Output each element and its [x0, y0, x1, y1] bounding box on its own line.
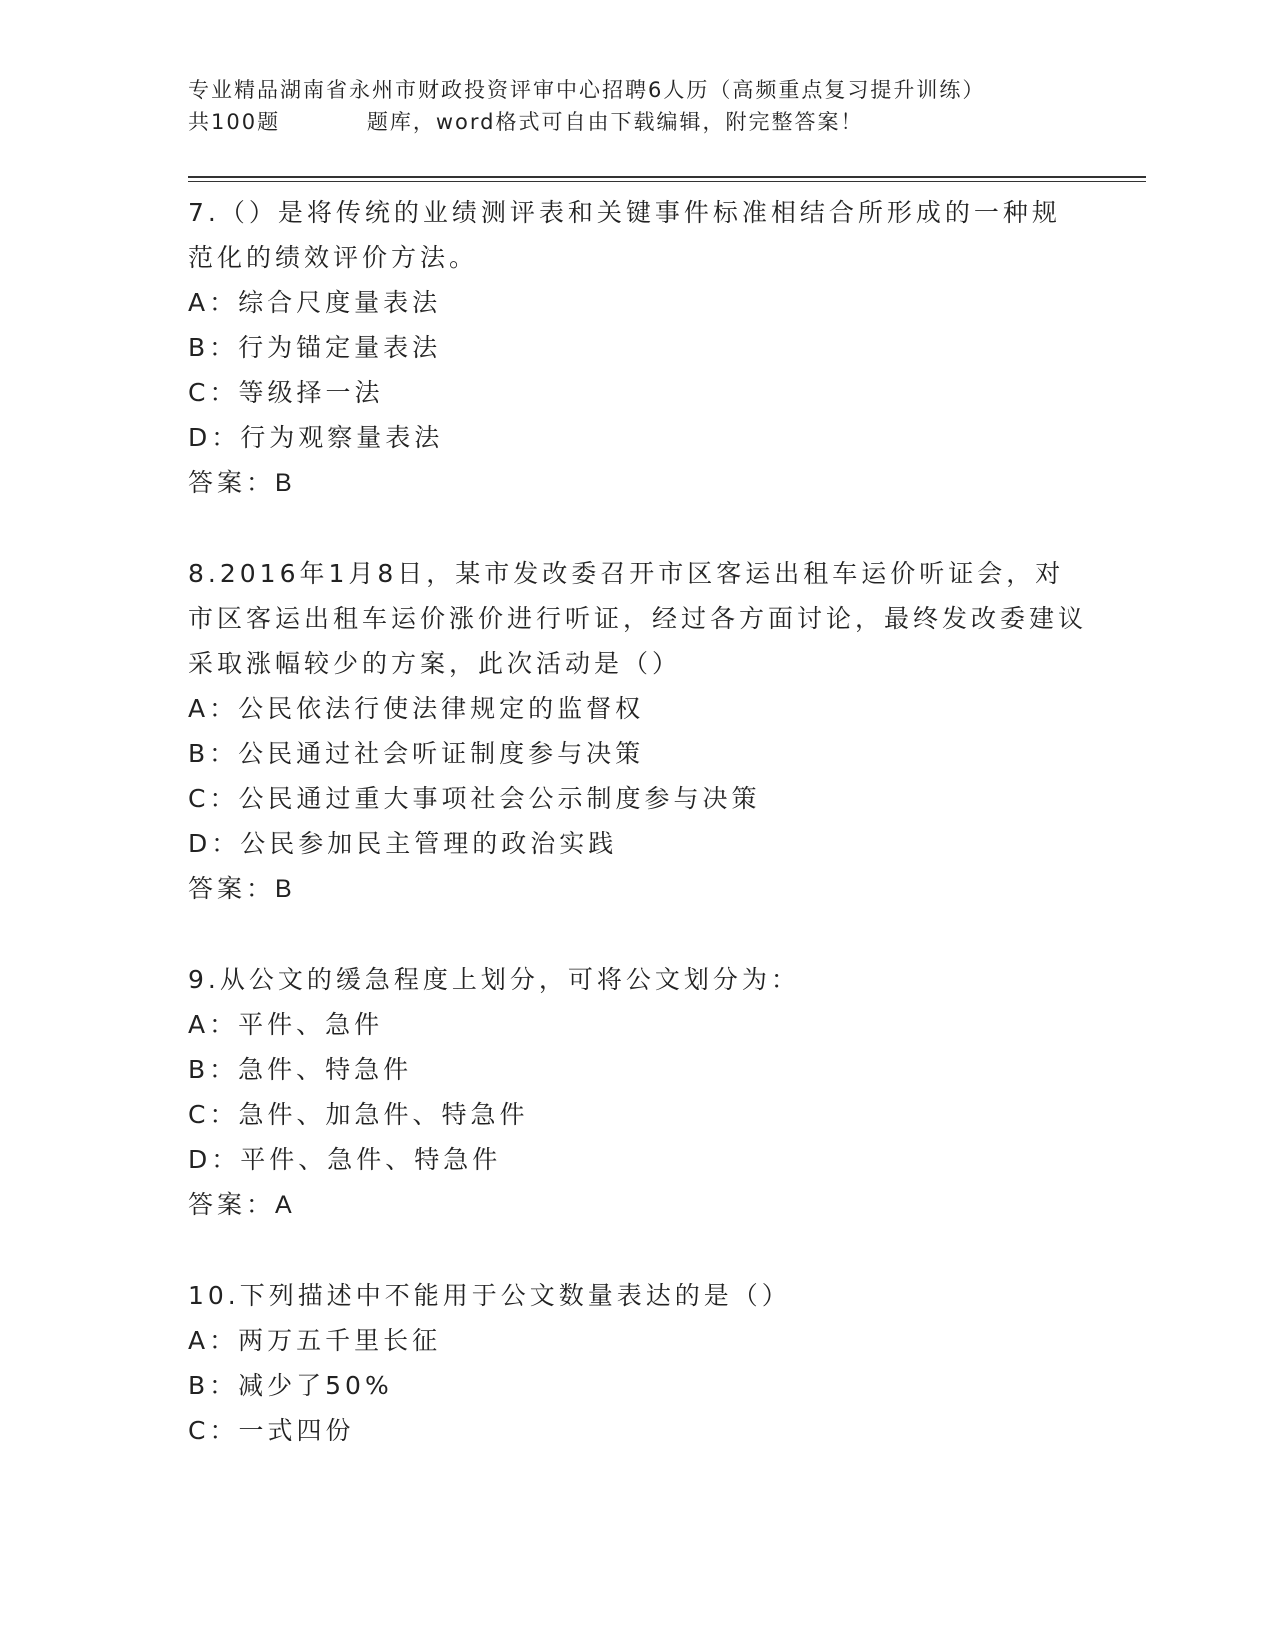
answer-value: B: [275, 469, 292, 497]
question-9: [188, 957, 1088, 1228]
option-d: D：公民参加民主管理的政治实践: [188, 829, 618, 858]
option-a: A：综合尺度量表法: [188, 288, 442, 317]
option-d: D：平件、急件、特急件: [188, 1145, 502, 1174]
option-a: A：两万五千里长征: [188, 1326, 442, 1355]
question-list: [188, 190, 1088, 1453]
question-text: 10.下列描述中不能用于公文数量表达的是（）: [188, 1281, 791, 1310]
option-b: B：急件、特急件: [188, 1055, 413, 1084]
header-divider-thick: [188, 176, 1146, 178]
question-text: 7.（）是将传统的业绩测评表和关键事件标准相结合所形成的一种规范化的绩效评价方法。: [188, 198, 1061, 272]
answer-line: [188, 1182, 1088, 1228]
spacer: [188, 1228, 1088, 1273]
question-text: 8.2016年1月8日，某市发改委召开市区客运出租车运价听证会，对市区客运出租车运价涨价进行听证，经过各方面讨论，最终发改委建议采取涨幅较少的方案，此次活动是（）: [188, 559, 1088, 678]
answer-value: B: [275, 875, 292, 903]
answer-label: 答案：: [188, 468, 276, 497]
option-a: A：平件、急件: [188, 1010, 384, 1039]
option-a: A：公民依法行使法律规定的监督权: [188, 694, 645, 723]
option-d: D：行为观察量表法: [188, 423, 444, 452]
document-header: [188, 74, 1068, 138]
option-c: C：急件、加急件、特急件: [188, 1100, 529, 1129]
header-note: 题库，word格式可自由下载编辑，附完整答案！: [366, 110, 864, 134]
option-c: C：等级择一法: [188, 378, 384, 407]
option-c: C：公民通过重大事项社会公示制度参与决策: [188, 784, 761, 813]
spacer: [188, 506, 1088, 551]
header-count: 共100题: [188, 110, 281, 134]
option-c: C：一式四份: [188, 1416, 355, 1445]
question-10: [188, 1273, 1088, 1453]
answer-line: [188, 460, 1088, 506]
header-title: 专业精品湖南省永州市财政投资评审中心招聘6人历（高频重点复习提升训练）: [188, 78, 986, 102]
question-7: [188, 190, 1088, 506]
answer-line: [188, 866, 1088, 912]
option-b: B：行为锚定量表法: [188, 333, 442, 362]
header-subtitle: [188, 106, 1068, 138]
question-8: [188, 551, 1088, 912]
option-b: B：减少了50%: [188, 1371, 393, 1400]
answer-value: A: [275, 1191, 292, 1219]
header-divider-thin: [188, 181, 1146, 182]
spacer: [188, 912, 1088, 957]
question-text: 9.从公文的缓急程度上划分，可将公文划分为：: [188, 965, 800, 994]
option-b: B：公民通过社会听证制度参与决策: [188, 739, 645, 768]
answer-label: 答案：: [188, 1190, 276, 1219]
answer-label: 答案：: [188, 874, 276, 903]
